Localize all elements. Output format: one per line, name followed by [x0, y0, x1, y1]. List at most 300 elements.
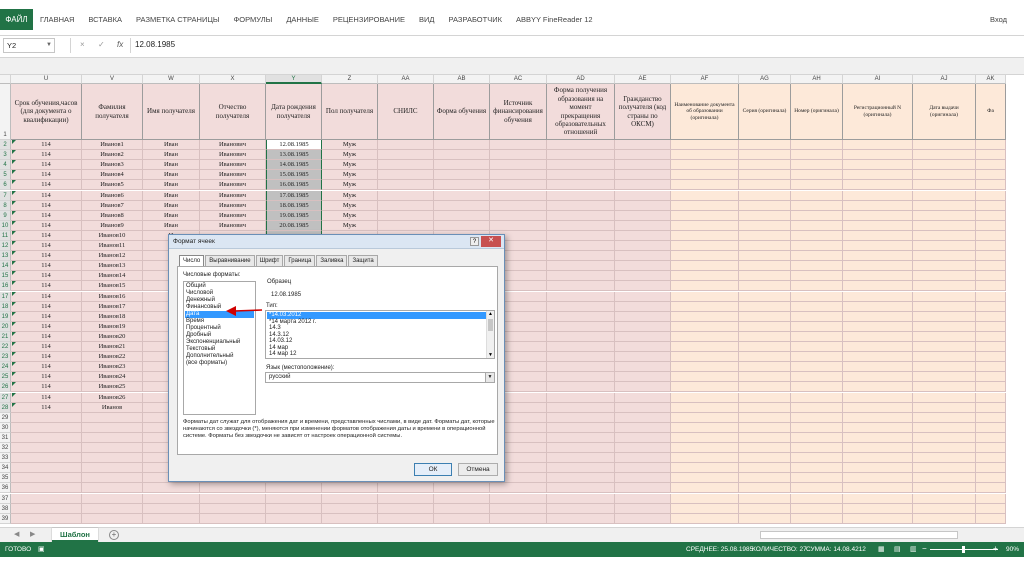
sheet-cell[interactable] — [615, 443, 671, 453]
sheet-cell[interactable] — [843, 261, 913, 271]
row-header[interactable]: 21 — [0, 332, 11, 342]
sheet-cell[interactable]: Иванович — [200, 140, 266, 150]
prev-sheet-icon[interactable]: ◀ — [14, 531, 20, 538]
horizontal-scrollbar[interactable] — [760, 531, 958, 539]
sheet-cell[interactable] — [791, 413, 843, 423]
sheet-cell[interactable] — [843, 312, 913, 322]
macro-record-icon[interactable]: ▣ — [38, 546, 45, 553]
sheet-cell[interactable]: Муж — [322, 211, 378, 221]
sheet-cell[interactable] — [434, 514, 490, 524]
sheet-cell[interactable] — [82, 463, 143, 473]
column-header-y[interactable]: Y — [266, 75, 322, 84]
sheet-cell[interactable] — [547, 150, 615, 160]
sheet-cell[interactable] — [843, 413, 913, 423]
sheet-cell[interactable] — [976, 170, 1006, 180]
sheet-cell[interactable] — [434, 211, 490, 221]
sheet-cell[interactable] — [615, 231, 671, 241]
sheet-cell[interactable] — [671, 251, 739, 261]
sheet-cell[interactable] — [671, 140, 739, 150]
sheet-cell[interactable]: Муж — [322, 160, 378, 170]
sheet-cell[interactable] — [843, 352, 913, 362]
sheet-cell[interactable]: Иванов23 — [82, 362, 143, 372]
sheet-cell[interactable] — [547, 160, 615, 170]
sheet-cell[interactable] — [671, 403, 739, 413]
sheet-cell[interactable] — [913, 281, 976, 291]
tab-review[interactable]: РЕЦЕНЗИРОВАНИЕ — [332, 15, 406, 24]
sheet-cell[interactable] — [615, 413, 671, 423]
sheet-cell[interactable]: Иванов17 — [82, 302, 143, 312]
sheet-cell[interactable] — [976, 423, 1006, 433]
sheet-cell[interactable] — [913, 494, 976, 504]
sheet-cell[interactable]: 114 — [11, 241, 82, 251]
sheet-cell[interactable] — [378, 221, 434, 231]
sheet-cell[interactable]: Муж — [322, 140, 378, 150]
sheet-cell[interactable] — [143, 494, 200, 504]
sheet-cell[interactable] — [976, 494, 1006, 504]
sheet-cell[interactable] — [671, 170, 739, 180]
sheet-cell[interactable] — [739, 231, 791, 241]
sheet-cell[interactable] — [671, 292, 739, 302]
row-header[interactable]: 20 — [0, 322, 11, 332]
sheet-cell[interactable] — [739, 413, 791, 423]
sheet-cell[interactable]: 114 — [11, 180, 82, 190]
sheet-cell[interactable] — [739, 191, 791, 201]
file-tab[interactable]: ФАЙЛ — [0, 9, 33, 30]
sheet-cell[interactable] — [547, 271, 615, 281]
row-header[interactable]: 17 — [0, 292, 11, 302]
column-header-ag[interactable]: AG — [739, 75, 791, 84]
sheet-cell[interactable] — [490, 140, 547, 150]
sheet-cell[interactable] — [615, 514, 671, 524]
sheet-cell[interactable] — [547, 494, 615, 504]
sheet-cell[interactable] — [913, 231, 976, 241]
sheet-cell[interactable] — [739, 362, 791, 372]
sheet-cell[interactable] — [615, 393, 671, 403]
header-cell[interactable]: Отчество получателя — [200, 84, 266, 140]
sheet-cell[interactable]: 114 — [11, 191, 82, 201]
confirm-icon[interactable]: ✓ — [98, 40, 105, 49]
sheet-cell[interactable] — [547, 191, 615, 201]
sheet-cell[interactable] — [739, 494, 791, 504]
sheet-cell[interactable]: 114 — [11, 302, 82, 312]
row-header[interactable]: 36 — [0, 483, 11, 493]
sheet-cell[interactable] — [11, 483, 82, 493]
sheet-cell[interactable]: 16.08.1985 — [266, 180, 322, 190]
sheet-cell[interactable] — [976, 251, 1006, 261]
row-header[interactable]: 13 — [0, 251, 11, 261]
column-header-z[interactable]: Z — [322, 75, 378, 84]
sheet-cell[interactable] — [843, 322, 913, 332]
sheet-cell[interactable]: 114 — [11, 322, 82, 332]
sheet-cell[interactable]: Иванов10 — [82, 231, 143, 241]
tab-protection[interactable]: Защита — [348, 255, 377, 266]
sheet-cell[interactable] — [791, 150, 843, 160]
sheet-cell[interactable]: 114 — [11, 312, 82, 322]
sheet-cell[interactable] — [843, 342, 913, 352]
sheet-cell[interactable] — [547, 292, 615, 302]
sheet-cell[interactable] — [976, 160, 1006, 170]
sheet-cell[interactable] — [843, 504, 913, 514]
column-header-u[interactable]: U — [11, 75, 82, 84]
sheet-cell[interactable] — [490, 150, 547, 160]
type-list-scrollbar[interactable] — [486, 311, 494, 358]
sheet-cell[interactable]: Иванов18 — [82, 312, 143, 322]
sheet-cell[interactable] — [378, 201, 434, 211]
sheet-cell[interactable]: Иванов19 — [82, 322, 143, 332]
scroll-up-icon[interactable]: ▲ — [488, 311, 493, 317]
sheet-cell[interactable] — [976, 504, 1006, 514]
sheet-cell[interactable]: Иван — [143, 180, 200, 190]
tab-formulas[interactable]: ФОРМУЛЫ — [233, 15, 273, 24]
sheet-cell[interactable] — [791, 473, 843, 483]
sheet-cell[interactable] — [615, 473, 671, 483]
sheet-cell[interactable]: 14.08.1985 — [266, 160, 322, 170]
sheet-cell[interactable]: 20.08.1985 — [266, 221, 322, 231]
sheet-cell[interactable] — [739, 271, 791, 281]
sheet-cell[interactable] — [843, 473, 913, 483]
row-header[interactable]: 6 — [0, 180, 11, 190]
sheet-cell[interactable] — [378, 514, 434, 524]
sheet-cell[interactable] — [82, 494, 143, 504]
sheet-cell[interactable]: Иван — [143, 140, 200, 150]
sheet-cell[interactable]: 114 — [11, 150, 82, 160]
sheet-cell[interactable] — [378, 140, 434, 150]
type-item[interactable]: *14 марта 2012 г. — [269, 318, 317, 325]
row-header[interactable]: 27 — [0, 393, 11, 403]
sheet-cell[interactable] — [791, 483, 843, 493]
zoom-slider-thumb[interactable] — [962, 546, 965, 553]
category-item[interactable]: Общий — [186, 283, 206, 289]
header-cell[interactable]: Номер (оригинала) — [791, 84, 843, 140]
sheet-cell[interactable] — [615, 453, 671, 463]
sheet-cell[interactable] — [547, 352, 615, 362]
sheet-cell[interactable] — [739, 504, 791, 514]
zoom-level[interactable]: 90% — [1006, 546, 1020, 553]
sheet-cell[interactable] — [671, 423, 739, 433]
sheet-cell[interactable] — [490, 191, 547, 201]
sheet-cell[interactable] — [615, 211, 671, 221]
sheet-cell[interactable] — [490, 504, 547, 514]
row-header[interactable]: 37 — [0, 494, 11, 504]
sheet-cell[interactable]: 114 — [11, 352, 82, 362]
row-header[interactable]: 19 — [0, 312, 11, 322]
sheet-cell[interactable] — [913, 483, 976, 493]
sheet-cell[interactable] — [976, 322, 1006, 332]
sheet-cell[interactable] — [913, 211, 976, 221]
row-header[interactable]: 9 — [0, 211, 11, 221]
sheet-cell[interactable]: 114 — [11, 160, 82, 170]
header-cell[interactable]: Фа — [976, 84, 1006, 140]
row-header[interactable]: 35 — [0, 473, 11, 483]
sheet-cell[interactable] — [671, 221, 739, 231]
category-item[interactable]: Дополнительный — [186, 353, 234, 359]
sheet-cell[interactable]: Иванов11 — [82, 241, 143, 251]
sheet-cell[interactable] — [82, 423, 143, 433]
type-item[interactable]: 14.3.12 — [269, 331, 290, 338]
sheet-cell[interactable]: 114 — [11, 251, 82, 261]
sheet-cell[interactable] — [843, 403, 913, 413]
sheet-cell[interactable] — [547, 170, 615, 180]
sheet-cell[interactable] — [82, 514, 143, 524]
sheet-cell[interactable]: Иванович — [200, 160, 266, 170]
sheet-cell[interactable] — [739, 292, 791, 302]
sheet-cell[interactable] — [615, 261, 671, 271]
tab-view[interactable]: ВИД — [419, 15, 435, 24]
sheet-cell[interactable] — [976, 150, 1006, 160]
sheet-cell[interactable]: 114 — [11, 372, 82, 382]
sheet-cell[interactable] — [266, 514, 322, 524]
sheet-cell[interactable] — [976, 302, 1006, 312]
tab-font[interactable]: Шрифт — [256, 255, 284, 266]
sheet-cell[interactable]: Иван — [143, 221, 200, 231]
sheet-cell[interactable] — [671, 160, 739, 170]
sheet-cell[interactable] — [378, 211, 434, 221]
sheet-cell[interactable]: 19.08.1985 — [266, 211, 322, 221]
column-header-x[interactable]: X — [200, 75, 266, 84]
column-header-ak[interactable]: AK — [976, 75, 1006, 84]
sheet-cell[interactable] — [615, 191, 671, 201]
sheet-cell[interactable] — [671, 332, 739, 342]
sheet-cell[interactable] — [739, 342, 791, 352]
sheet-cell[interactable] — [11, 423, 82, 433]
row-header[interactable]: 22 — [0, 342, 11, 352]
sheet-cell[interactable] — [671, 463, 739, 473]
sheet-cell[interactable] — [547, 322, 615, 332]
sheet-cell[interactable]: 13.08.1985 — [266, 150, 322, 160]
add-sheet-button[interactable]: + — [109, 530, 119, 540]
sheet-cell[interactable] — [143, 504, 200, 514]
header-cell[interactable]: Срок обучения,часов (для документа о квалификации) — [11, 84, 82, 140]
sheet-cell[interactable] — [547, 413, 615, 423]
sheet-cell[interactable] — [913, 372, 976, 382]
header-cell[interactable]: Форма получения образования на момент прекращения образовательных отношений — [547, 84, 615, 140]
row-header[interactable]: 39 — [0, 514, 11, 524]
sheet-cell[interactable] — [671, 382, 739, 392]
sheet-cell[interactable] — [843, 332, 913, 342]
sheet-cell[interactable]: Иванов25 — [82, 382, 143, 392]
sheet-cell[interactable] — [913, 413, 976, 423]
row-header[interactable]: 5 — [0, 170, 11, 180]
sheet-cell[interactable]: Муж — [322, 191, 378, 201]
sheet-cell[interactable] — [615, 140, 671, 150]
sheet-cell[interactable] — [547, 514, 615, 524]
sheet-cell[interactable] — [671, 483, 739, 493]
sheet-cell[interactable] — [913, 423, 976, 433]
sheet-cell[interactable] — [490, 221, 547, 231]
row-header[interactable]: 10 — [0, 221, 11, 231]
sheet-cell[interactable] — [976, 241, 1006, 251]
sheet-cell[interactable]: 114 — [11, 221, 82, 231]
sheet-cell[interactable] — [913, 271, 976, 281]
sheet-cell[interactable] — [739, 372, 791, 382]
sheet-cell[interactable] — [143, 483, 200, 493]
sheet-cell[interactable]: 114 — [11, 362, 82, 372]
sheet-cell[interactable] — [843, 423, 913, 433]
sheet-cell[interactable] — [791, 302, 843, 312]
sheet-cell[interactable] — [615, 281, 671, 291]
sheet-cell[interactable] — [547, 241, 615, 251]
sheet-cell[interactable]: 114 — [11, 170, 82, 180]
sheet-cell[interactable]: Иванов24 — [82, 372, 143, 382]
sheet-cell[interactable] — [547, 443, 615, 453]
category-item[interactable]: (все форматы) — [186, 360, 228, 366]
sheet-cell[interactable] — [547, 473, 615, 483]
sheet-cell[interactable] — [739, 473, 791, 483]
sheet-cell[interactable]: 114 — [11, 332, 82, 342]
sheet-cell[interactable] — [143, 514, 200, 524]
sheet-cell[interactable] — [615, 160, 671, 170]
sheet-cell[interactable] — [378, 483, 434, 493]
sheet-cell[interactable] — [739, 140, 791, 150]
sheet-cell[interactable] — [615, 362, 671, 372]
sheet-cell[interactable] — [739, 281, 791, 291]
sheet-cell[interactable]: 17.08.1985 — [266, 191, 322, 201]
sheet-cell[interactable] — [791, 352, 843, 362]
sheet-cell[interactable] — [82, 433, 143, 443]
sheet-cell[interactable] — [434, 504, 490, 514]
sheet-cell[interactable] — [739, 201, 791, 211]
header-cell[interactable]: Источник финансирования обучения — [490, 84, 547, 140]
sheet-cell[interactable] — [615, 292, 671, 302]
sheet-cell[interactable] — [976, 332, 1006, 342]
sheet-cell[interactable] — [913, 170, 976, 180]
sheet-cell[interactable] — [266, 494, 322, 504]
sheet-cell[interactable] — [11, 433, 82, 443]
sheet-cell[interactable] — [671, 312, 739, 322]
sheet-cell[interactable] — [843, 221, 913, 231]
sheet-cell[interactable] — [322, 514, 378, 524]
sheet-cell[interactable] — [843, 191, 913, 201]
header-cell[interactable]: Дата выдачи (оригинала) — [913, 84, 976, 140]
ok-button[interactable]: ОК — [414, 463, 452, 476]
row-header[interactable]: 38 — [0, 504, 11, 514]
sheet-cell[interactable] — [671, 281, 739, 291]
sheet-cell[interactable] — [547, 201, 615, 211]
sheet-cell[interactable] — [739, 382, 791, 392]
sheet-cell[interactable] — [843, 494, 913, 504]
sheet-cell[interactable] — [547, 483, 615, 493]
sheet-cell[interactable] — [843, 231, 913, 241]
sheet-cell[interactable] — [434, 140, 490, 150]
sheet-cell[interactable]: Муж — [322, 201, 378, 211]
sheet-cell[interactable] — [739, 443, 791, 453]
sheet-cell[interactable] — [547, 423, 615, 433]
fx-icon[interactable]: fx — [117, 40, 124, 49]
sheet-cell[interactable] — [547, 231, 615, 241]
column-header-ac[interactable]: AC — [490, 75, 547, 84]
sheet-cell[interactable] — [434, 201, 490, 211]
header-cell[interactable]: Гражданство получателя (код страны по ОКСМ) — [615, 84, 671, 140]
sheet-cell[interactable] — [671, 413, 739, 423]
sheet-cell[interactable] — [976, 191, 1006, 201]
sheet-cell[interactable] — [976, 140, 1006, 150]
sheet-cell[interactable] — [671, 514, 739, 524]
sheet-cell[interactable] — [791, 312, 843, 322]
row-header[interactable]: 30 — [0, 423, 11, 433]
scroll-thumb[interactable] — [488, 319, 493, 331]
header-cell[interactable]: СНИЛС — [378, 84, 434, 140]
sheet-cell[interactable]: Иван — [143, 150, 200, 160]
sheet-cell[interactable] — [791, 362, 843, 372]
sheet-cell[interactable] — [791, 423, 843, 433]
sheet-cell[interactable] — [671, 322, 739, 332]
sheet-cell[interactable]: Иванов16 — [82, 292, 143, 302]
zoom-out-button[interactable]: − — [922, 544, 927, 553]
sheet-cell[interactable] — [11, 473, 82, 483]
sheet-cell[interactable] — [739, 393, 791, 403]
sheet-cell[interactable] — [547, 463, 615, 473]
sheet-cell[interactable] — [843, 362, 913, 372]
sheet-cell[interactable] — [976, 261, 1006, 271]
sheet-cell[interactable] — [791, 271, 843, 281]
sign-in-link[interactable]: Вход — [990, 15, 1007, 24]
sheet-cell[interactable] — [976, 403, 1006, 413]
next-sheet-icon[interactable]: ▶ — [30, 531, 36, 538]
sheet-cell[interactable] — [791, 180, 843, 190]
sheet-cell[interactable] — [791, 322, 843, 332]
tab-fill[interactable]: Заливка — [316, 255, 347, 266]
name-box[interactable] — [3, 38, 55, 53]
sheet-cell[interactable] — [913, 160, 976, 170]
sheet-cell[interactable] — [913, 221, 976, 231]
sheet-cell[interactable] — [791, 261, 843, 271]
sheet-cell[interactable] — [843, 372, 913, 382]
sheet-cell[interactable] — [843, 140, 913, 150]
sheet-cell[interactable] — [913, 292, 976, 302]
column-header-aj[interactable]: AJ — [913, 75, 976, 84]
sheet-cell[interactable] — [976, 463, 1006, 473]
sheet-cell[interactable] — [791, 393, 843, 403]
sheet-cell[interactable] — [976, 312, 1006, 322]
header-cell[interactable]: Имя получателя — [143, 84, 200, 140]
column-header-ah[interactable]: AH — [791, 75, 843, 84]
sheet-cell[interactable]: 114 — [11, 403, 82, 413]
sheet-cell[interactable]: Иван — [143, 160, 200, 170]
sheet-cell[interactable]: Иванов9 — [82, 221, 143, 231]
sheet-cell[interactable] — [547, 221, 615, 231]
sheet-cell[interactable] — [976, 271, 1006, 281]
sheet-cell[interactable] — [913, 473, 976, 483]
sheet-cell[interactable]: 114 — [11, 393, 82, 403]
sheet-cell[interactable] — [671, 150, 739, 160]
row-header[interactable]: 18 — [0, 302, 11, 312]
sheet-cell[interactable]: 114 — [11, 342, 82, 352]
sheet-cell[interactable] — [913, 251, 976, 261]
sheet-cell[interactable] — [739, 241, 791, 251]
sheet-cell[interactable] — [976, 443, 1006, 453]
sheet-cell[interactable] — [791, 201, 843, 211]
row-header[interactable]: 28 — [0, 403, 11, 413]
row-header[interactable]: 25 — [0, 372, 11, 382]
sheet-cell[interactable]: 114 — [11, 292, 82, 302]
tab-border[interactable]: Граница — [284, 255, 315, 266]
sheet-cell[interactable] — [615, 332, 671, 342]
sheet-cell[interactable] — [547, 372, 615, 382]
sheet-cell[interactable]: 114 — [11, 281, 82, 291]
cancel-button[interactable]: Отмена — [458, 463, 498, 476]
sheet-cell[interactable]: Иванович — [200, 191, 266, 201]
sheet-cell[interactable] — [547, 433, 615, 443]
header-cell[interactable]: Фамилия получателя — [82, 84, 143, 140]
sheet-cell[interactable] — [490, 211, 547, 221]
sheet-cell[interactable] — [82, 504, 143, 514]
header-cell[interactable]: Форма обучения — [434, 84, 490, 140]
sheet-cell[interactable]: Иванович — [200, 221, 266, 231]
sheet-cell[interactable] — [843, 483, 913, 493]
sheet-cell[interactable] — [615, 312, 671, 322]
sheet-cell[interactable] — [976, 292, 1006, 302]
sheet-cell[interactable] — [739, 170, 791, 180]
